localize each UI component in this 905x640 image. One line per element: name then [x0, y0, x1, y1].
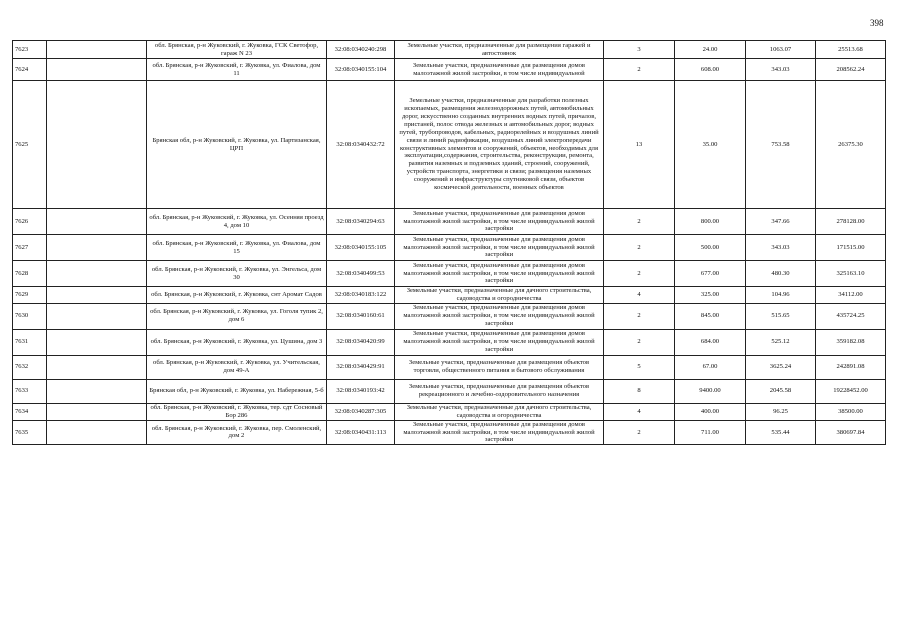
table-row: [13, 420, 886, 445]
area-cell: 24.00: [675, 41, 746, 59]
area-cell: 800.00: [675, 209, 746, 235]
table-row: [13, 403, 886, 420]
area-cell: 500.00: [675, 235, 746, 261]
cadastral-number-cell: 32:08:0340499:53: [327, 261, 395, 287]
cadastral-number-cell: 32:08:0340420:99: [327, 329, 395, 355]
land-use-cell: Земельные участки, предназначенные для размещения домов малоэтажной жилой застройки, в том числе индивидуальной жилой застройки: [395, 329, 604, 355]
cadastral-number-cell: 32:08:0340294:63: [327, 209, 395, 235]
table-row: [13, 329, 886, 355]
row-number-cell: 7634: [13, 403, 47, 420]
cadastral-value-cell: 19228452.00: [816, 379, 886, 403]
address-cell: Брянская обл, р-н Жуковский, г. Жуковка, ул. Набережная, 5-б: [147, 379, 327, 403]
row-number-cell: 7631: [13, 329, 47, 355]
cadastral-value-cell: 380697.84: [816, 420, 886, 445]
cadastral-value-cell: 359182.08: [816, 329, 886, 355]
land-use-cell: Земельные участки, предназначенные для размещения домов малоэтажной жилой застройки, в том числе индивидуальной жилой застройки: [395, 303, 604, 329]
table-row: [13, 235, 886, 261]
category-cell: 2: [604, 329, 675, 355]
rate-cell: 104.96: [746, 287, 816, 304]
empty-cell: [47, 209, 147, 235]
table-row: [13, 303, 886, 329]
area-cell: 711.00: [675, 420, 746, 445]
address-cell: обл. Брянская, р-н Жуковский, г. Жуковка, ул. Фиалова, дом 15: [147, 235, 327, 261]
row-number-cell: 7625: [13, 81, 47, 209]
cadastral-number-cell: 32:08:0340240:298: [327, 41, 395, 59]
table-row: [13, 287, 886, 304]
land-registry-table: [12, 40, 886, 445]
table-row: [13, 41, 886, 59]
row-number-cell: 7628: [13, 261, 47, 287]
empty-cell: [47, 403, 147, 420]
address-cell: обл. Брянская, р-н Жуковский, г. Жуковка, пер. Смоленский, дом 2: [147, 420, 327, 445]
category-cell: 8: [604, 379, 675, 403]
address-cell: обл. Брянская, р-н Жуковский, г. Жуковка, ул. Фиалова, дом 11: [147, 59, 327, 81]
area-cell: 325.00: [675, 287, 746, 304]
cadastral-value-cell: 278128.00: [816, 209, 886, 235]
land-use-cell: Земельные участки, предназначенные для разработки полезных ископаемых, размещения железнодорожных путей, автомобильных дорог, искусственно созданных внутренних водных путей, причалов, пристаней, полос отвода железных и автомобильных дорог, водных путей, трубопроводов, кабельных, радиорелейных и воздушных линий связи и линий радиофикации, воздушных линий электропередачи конструктивных элементов и сооружений, объектов, необходимых для эксплуатации,содержания, строительства, реконструкции, ремонта, развития наземных и подземных зданий, строений, сооружений, устройств транспорта, энергетики и связи; размещения наземных сооружений и инфраструктуры спутниковой связи, объектов космической деятельности, военных объектов: [395, 81, 604, 209]
empty-cell: [47, 379, 147, 403]
empty-cell: [47, 261, 147, 287]
rate-cell: 96.25: [746, 403, 816, 420]
address-cell: обл. Брянская, р-н Жуковский, г. Жуковка, ул. Цушина, дом 3: [147, 329, 327, 355]
address-cell: Брянская обл, р-н Жуковский, г. Жуковка, ул. Партизанская, ЦРП: [147, 81, 327, 209]
table-row: [13, 209, 886, 235]
table-row: [13, 379, 886, 403]
table-row: [13, 355, 886, 379]
area-cell: 35.00: [675, 81, 746, 209]
table-row: [13, 59, 886, 81]
empty-cell: [47, 81, 147, 209]
land-use-cell: Земельные участки, предназначенные для размещения объектов торговли, общественного питания и бытового обслуживания: [395, 355, 604, 379]
address-cell: обл. Брянская, р-н Жуковский, г. Жуковка, снт Аромат Садов: [147, 287, 327, 304]
land-use-cell: Земельные участки, предназначенные для дачного строительства, садоводства и огородничества: [395, 403, 604, 420]
category-cell: 2: [604, 235, 675, 261]
rate-cell: 343.03: [746, 235, 816, 261]
page-number: 398: [870, 18, 884, 28]
row-number-cell: 7635: [13, 420, 47, 445]
area-cell: 400.00: [675, 403, 746, 420]
empty-cell: [47, 287, 147, 304]
address-cell: обл. Брянская, р-н Жуковский, г. Жуковка, ГСК Светофор, гараж N 23: [147, 41, 327, 59]
area-cell: 9400.00: [675, 379, 746, 403]
rate-cell: 525.12: [746, 329, 816, 355]
rate-cell: 3625.24: [746, 355, 816, 379]
cadastral-value-cell: 435724.25: [816, 303, 886, 329]
category-cell: 2: [604, 59, 675, 81]
category-cell: 3: [604, 41, 675, 59]
rate-cell: 480.30: [746, 261, 816, 287]
address-cell: обл. Брянская, р-н Жуковский, г. Жуковка, ул. Гоголя тупик 2, дом 6: [147, 303, 327, 329]
cadastral-number-cell: 32:08:0340155:104: [327, 59, 395, 81]
category-cell: 5: [604, 355, 675, 379]
address-cell: обл. Брянская, р-н Жуковский, г. Жуковка, тер. сдт Сосновый Бор 286: [147, 403, 327, 420]
category-cell: 2: [604, 209, 675, 235]
row-number-cell: 7632: [13, 355, 47, 379]
rate-cell: 535.44: [746, 420, 816, 445]
land-use-cell: Земельные участки, предназначенные для размещения домов малоэтажной жилой застройки, в том числе индивидуальной жилой застройки: [395, 261, 604, 287]
area-cell: 608.00: [675, 59, 746, 81]
row-number-cell: 7630: [13, 303, 47, 329]
address-cell: обл. Брянская, р-н Жуковский, г. Жуковка, ул. Учительская, дом 49-А: [147, 355, 327, 379]
address-cell: обл. Брянская, р-н Жуковский, г. Жуковка, ул. Осенняя проезд 4, дом 10: [147, 209, 327, 235]
land-use-cell: Земельные участки, предназначенные для размещения домов малоэтажной жилой застройки, в том числе индивидуальной жилой застройки: [395, 209, 604, 235]
category-cell: 4: [604, 403, 675, 420]
cadastral-number-cell: 32:08:0340431:113: [327, 420, 395, 445]
cadastral-number-cell: 32:08:0340160:61: [327, 303, 395, 329]
cadastral-value-cell: 25513.68: [816, 41, 886, 59]
category-cell: 13: [604, 81, 675, 209]
category-cell: 2: [604, 420, 675, 445]
empty-cell: [47, 303, 147, 329]
cadastral-value-cell: 26375.30: [816, 81, 886, 209]
row-number-cell: 7627: [13, 235, 47, 261]
row-number-cell: 7629: [13, 287, 47, 304]
address-cell: обл. Брянская, р-н Жуковский, г. Жуковка, ул. Энгельса, дом 30: [147, 261, 327, 287]
row-number-cell: 7623: [13, 41, 47, 59]
area-cell: 684.00: [675, 329, 746, 355]
row-number-cell: 7633: [13, 379, 47, 403]
cadastral-number-cell: 32:08:0340429:91: [327, 355, 395, 379]
cadastral-number-cell: 32:08:0340287:305: [327, 403, 395, 420]
cadastral-value-cell: 34112.00: [816, 287, 886, 304]
cadastral-number-cell: 32:08:0340432:72: [327, 81, 395, 209]
rate-cell: 343.03: [746, 59, 816, 81]
cadastral-value-cell: 242891.08: [816, 355, 886, 379]
land-use-cell: Земельные участки, предназначенные для размещения объектов рекреационного и лечебно-оздоровительного назначения: [395, 379, 604, 403]
land-use-cell: Земельные участки, предназначенные для размещения домов малоэтажной жилой застройки, в том числе индивидуальной: [395, 59, 604, 81]
rate-cell: 2045.58: [746, 379, 816, 403]
cadastral-value-cell: 325163.10: [816, 261, 886, 287]
land-use-cell: Земельные участки, предназначенные для размещения домов малоэтажной жилой застройки, в том числе индивидуальной жилой застройки: [395, 420, 604, 445]
rate-cell: 753.58: [746, 81, 816, 209]
cadastral-number-cell: 32:08:0340193:42: [327, 379, 395, 403]
rate-cell: 347.66: [746, 209, 816, 235]
empty-cell: [47, 59, 147, 81]
row-number-cell: 7624: [13, 59, 47, 81]
land-use-cell: Земельные участки, предназначенные для размещения домов малоэтажной жилой застройки, в том числе индивидуальной жилой застройки: [395, 235, 604, 261]
table-row: [13, 261, 886, 287]
category-cell: 4: [604, 287, 675, 304]
empty-cell: [47, 355, 147, 379]
cadastral-value-cell: 208562.24: [816, 59, 886, 81]
area-cell: 845.00: [675, 303, 746, 329]
category-cell: 2: [604, 303, 675, 329]
row-number-cell: 7626: [13, 209, 47, 235]
area-cell: 67.00: [675, 355, 746, 379]
cadastral-number-cell: 32:08:0340183:122: [327, 287, 395, 304]
land-use-cell: Земельные участки, предназначенные для размещения гаражей и автостоянок: [395, 41, 604, 59]
category-cell: 2: [604, 261, 675, 287]
land-use-cell: Земельные участки, предназначенные для дачного строительства, садоводства и огородничества: [395, 287, 604, 304]
empty-cell: [47, 329, 147, 355]
cadastral-value-cell: 38500.00: [816, 403, 886, 420]
empty-cell: [47, 420, 147, 445]
empty-cell: [47, 235, 147, 261]
rate-cell: 515.65: [746, 303, 816, 329]
rate-cell: 1063.07: [746, 41, 816, 59]
area-cell: 677.00: [675, 261, 746, 287]
cadastral-value-cell: 171515.00: [816, 235, 886, 261]
empty-cell: [47, 41, 147, 59]
table-row: [13, 81, 886, 209]
cadastral-number-cell: 32:08:0340155:105: [327, 235, 395, 261]
